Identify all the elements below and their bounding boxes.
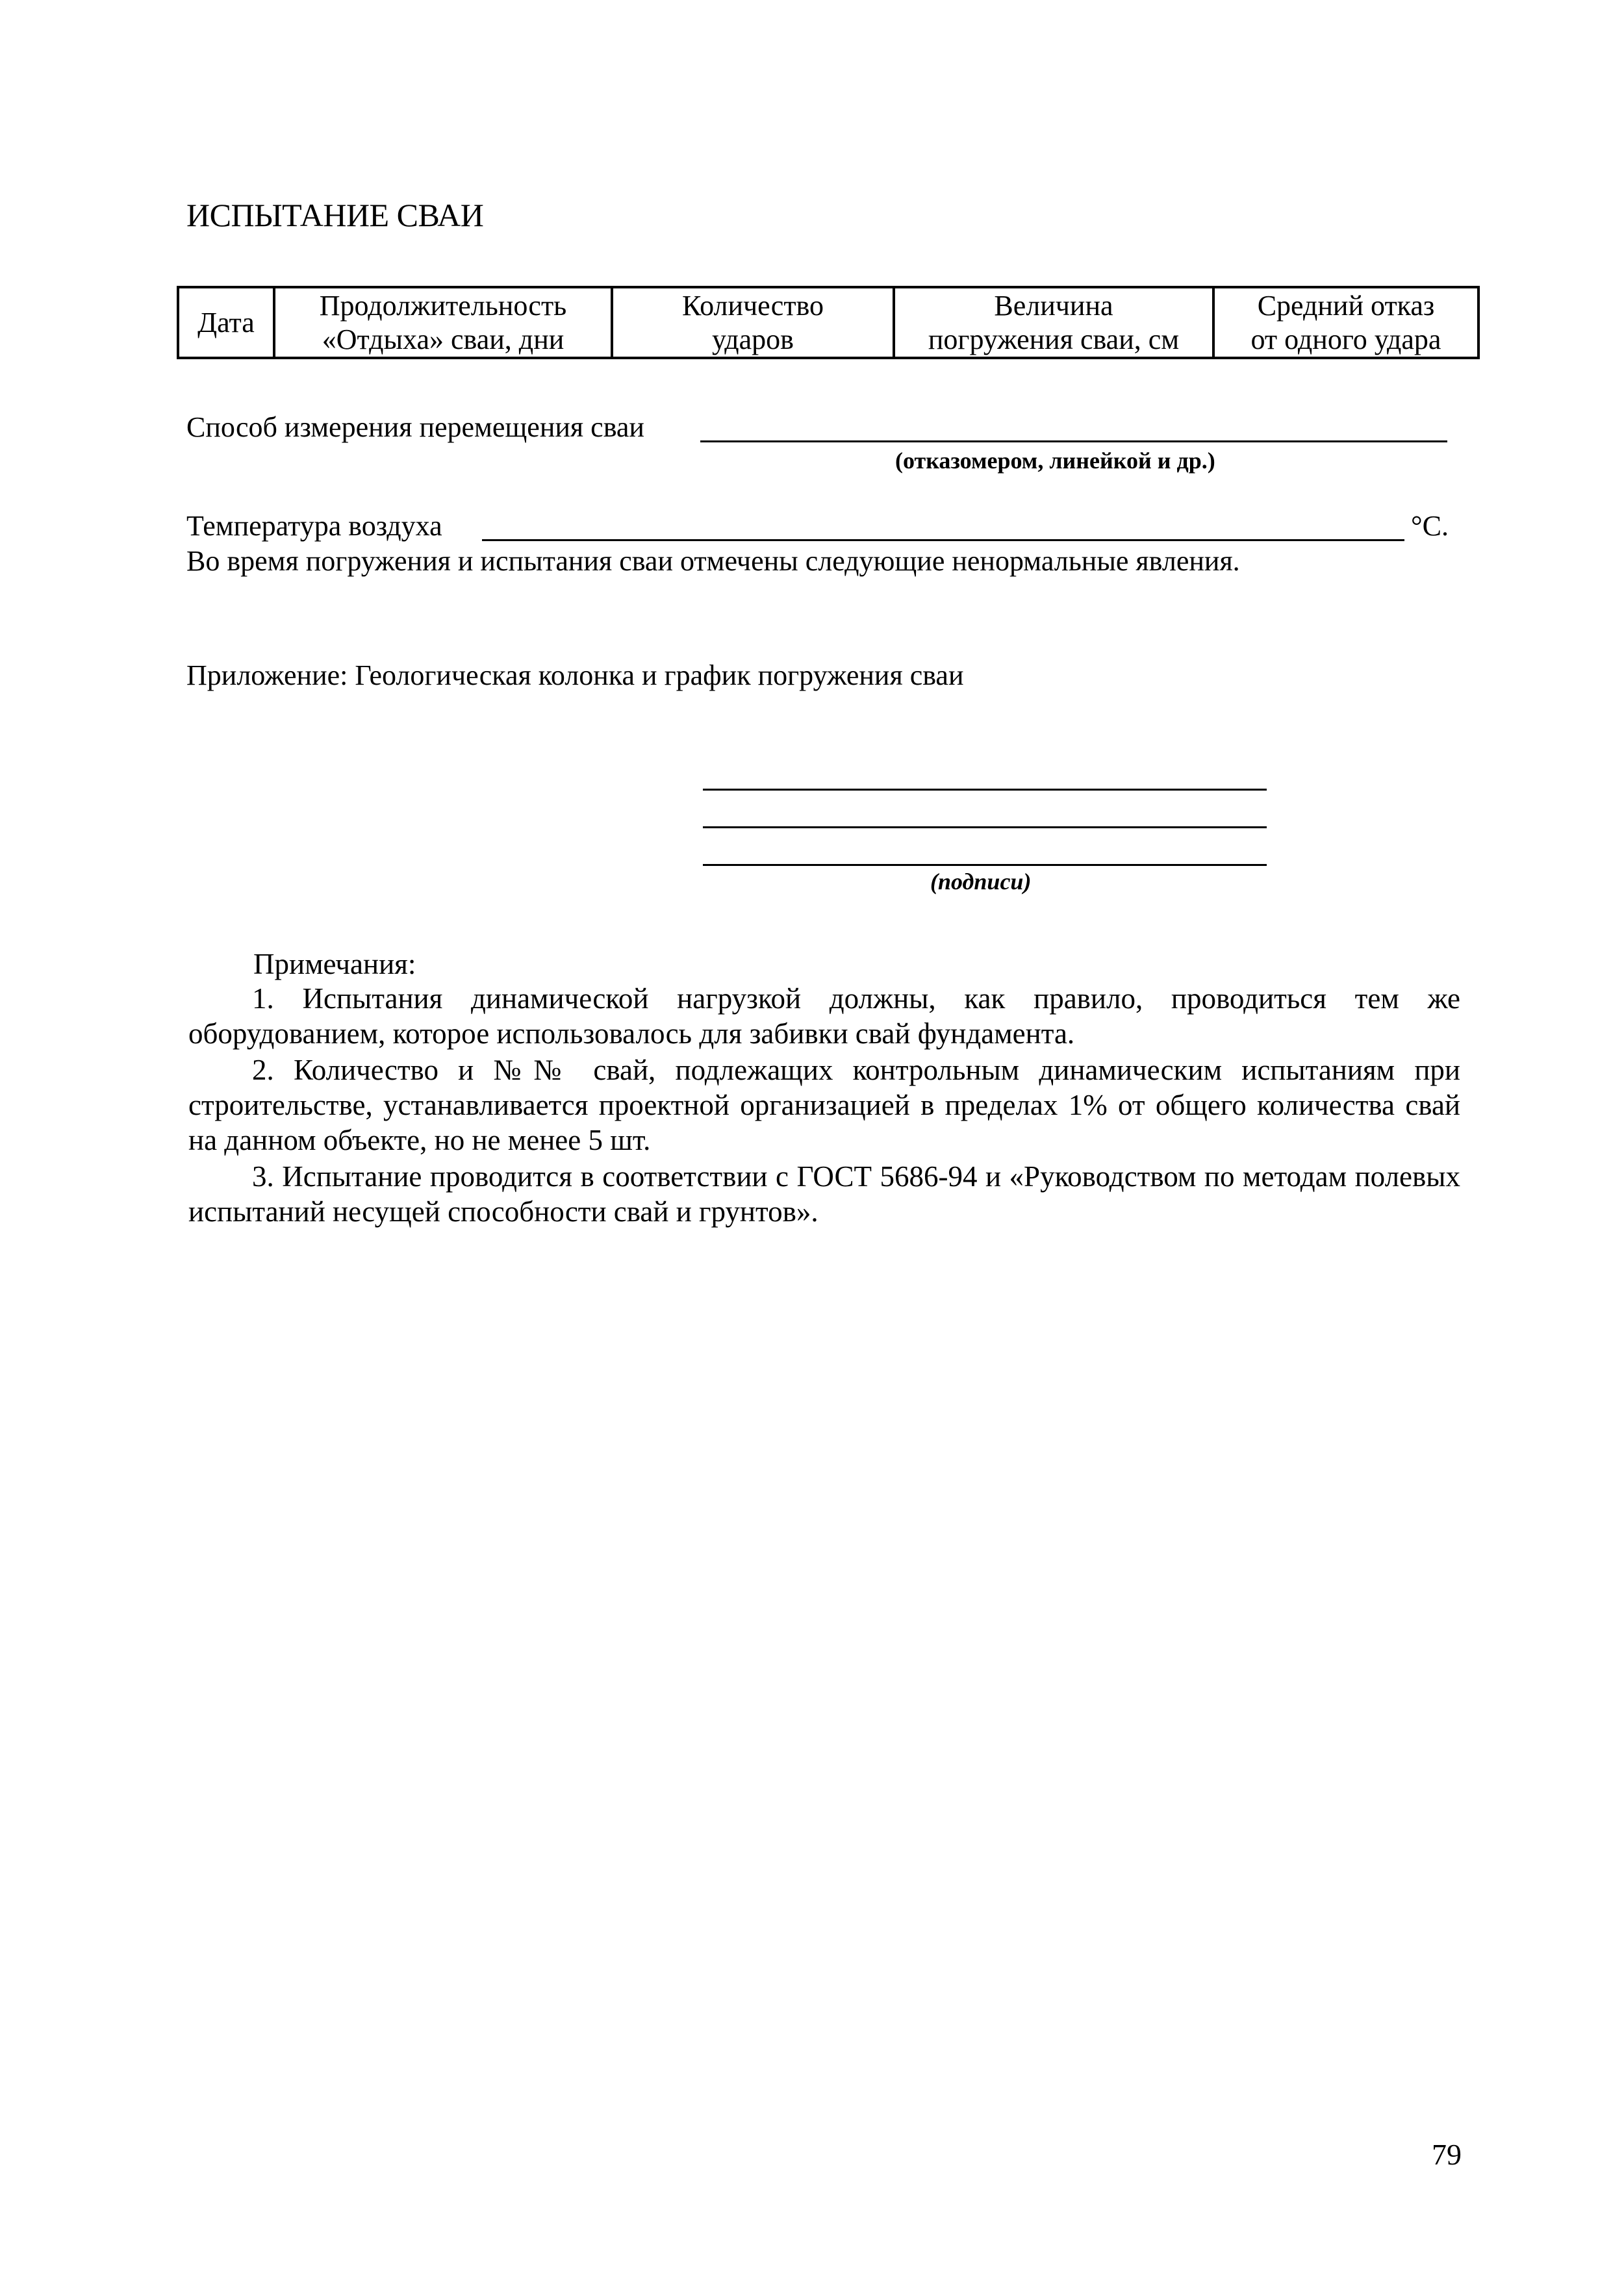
signature-line-3[interactable] xyxy=(703,864,1267,866)
notes-heading: Примечания: xyxy=(253,948,416,980)
signature-line-2[interactable] xyxy=(703,826,1267,828)
header-date: Дата xyxy=(178,287,274,358)
header-penetration: Величина погружения сваи, см xyxy=(894,287,1213,358)
note-2: 2. Количество и №№ свай, подлежащих контрольным динамическим испытаниям при строительстве, устанавливается проектной организацией в пределах 1% от общего количества свай на данном объекте, но не менее 5 шт. xyxy=(188,1054,1460,1156)
header-blow-count: Количество ударов xyxy=(612,287,894,358)
header-average-refusal: Средний отказ от одного удара xyxy=(1213,287,1478,358)
temperature-label: Температура воздуха xyxy=(186,510,442,542)
abnormal-phenomena-text: Во время погружения и испытания сваи отмечены следующие ненормальные явления. xyxy=(186,545,1240,577)
note-1: 1. Испытания динамической нагрузкой должны, как правило, проводиться тем же оборудованием, которое использовалось для забивки свай фундамента. xyxy=(188,982,1460,1050)
page-number: 79 xyxy=(1432,2138,1462,2171)
pile-test-table xyxy=(177,286,1480,359)
table-header-row xyxy=(178,287,1478,358)
temperature-field[interactable] xyxy=(482,539,1404,541)
page-title: ИСПЫТАНИЕ СВАИ xyxy=(186,197,484,233)
header-rest-duration: Продолжительность «Отдыха» сваи, дни xyxy=(274,287,612,358)
temperature-unit: °С. xyxy=(1411,510,1449,542)
signature-line-1[interactable] xyxy=(703,789,1267,791)
signatures-hint: (подписи) xyxy=(930,869,1032,895)
appendix-text: Приложение: Геологическая колонка и график погружения сваи xyxy=(186,659,964,691)
method-hint: (отказомером, линейкой и др.) xyxy=(895,448,1215,474)
method-label: Способ измерения перемещения сваи xyxy=(186,411,644,443)
method-field[interactable] xyxy=(700,440,1447,442)
note-3: 3. Испытание проводится в соответствии с ГОСТ 5686-94 и «Руководством по методам полевых испытаний несущей способности свай и грунтов». xyxy=(188,1160,1460,1228)
